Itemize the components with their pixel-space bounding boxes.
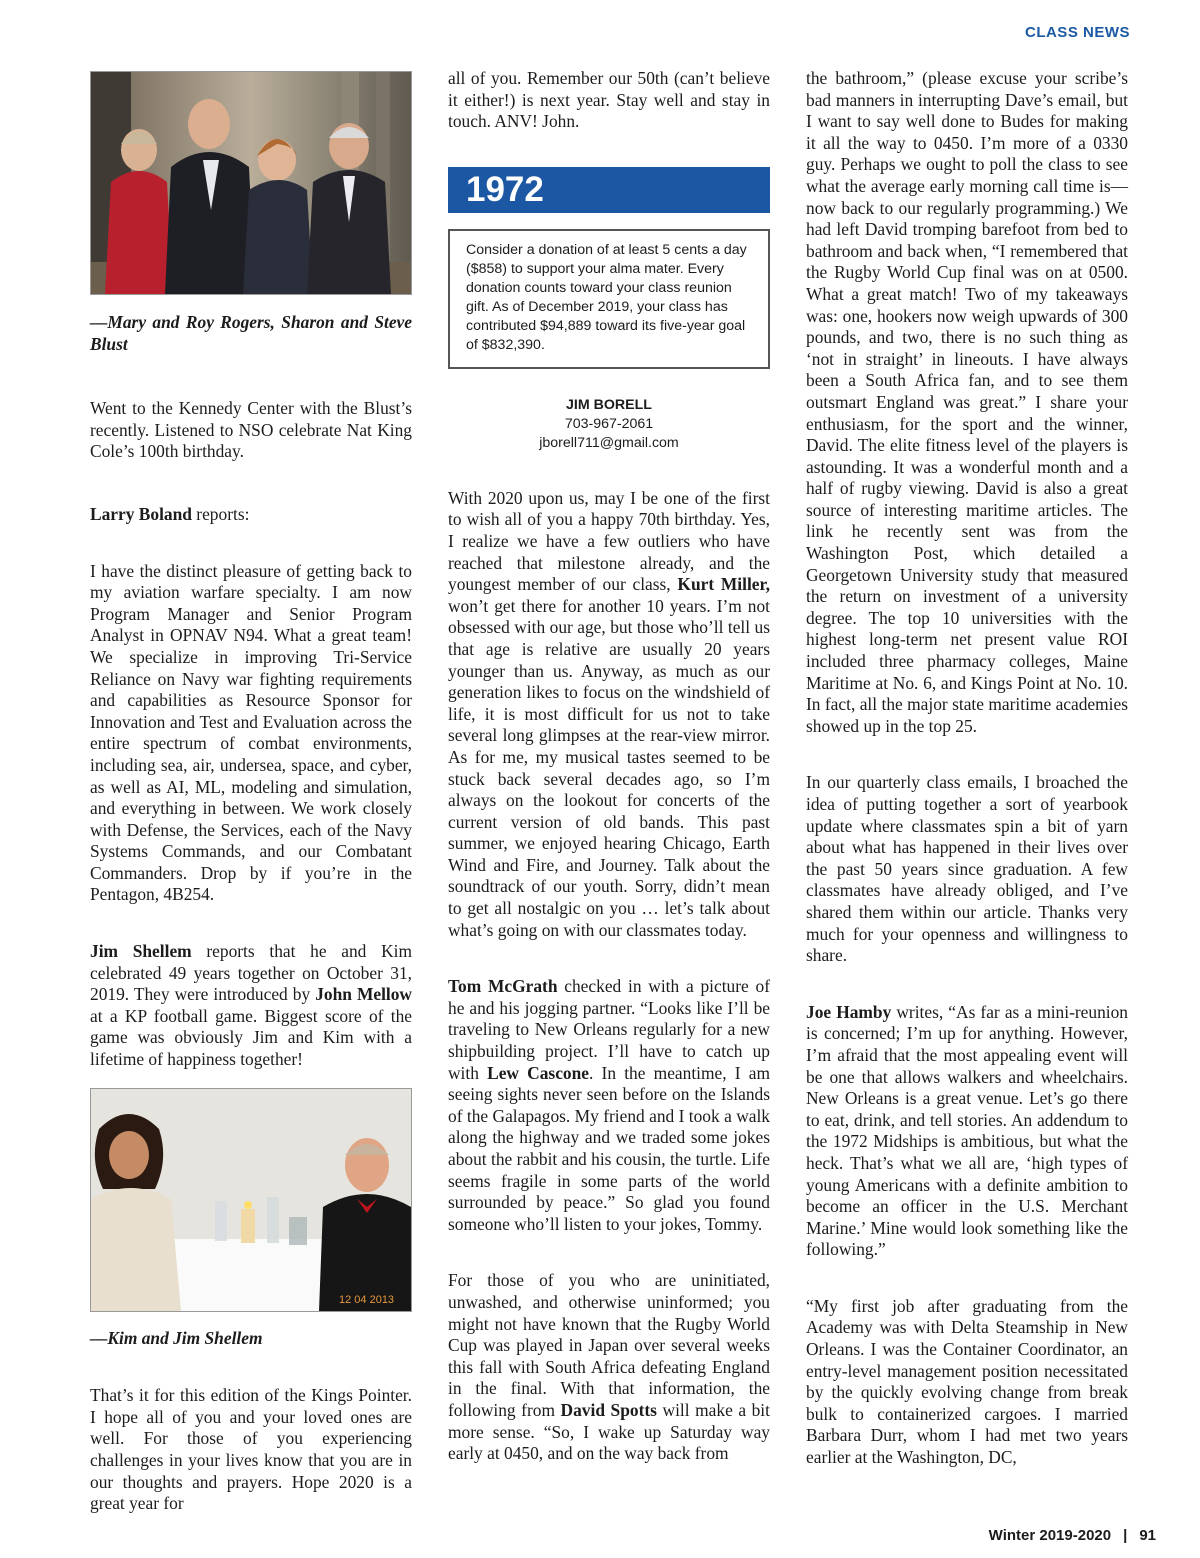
mcgrath-paragraph (448, 976, 770, 1235)
boland-name: Larry Boland (90, 503, 192, 524)
contact-email[interactable]: jborell711@gmail.com (539, 434, 679, 451)
page-number: 91 (1139, 1527, 1156, 1544)
page-footer (989, 1527, 1156, 1544)
intro-text-2: won’t get there for another 10 years. I’m not obsessed with our age, but those who’ll tell us that age is relative are usually 20 years younger than us. Anyway, as much as our generation likes to focus on the windshield of life, it is most difficult for us not to take several long glimpses at the rear-view mirror. As for me, my musical tastes seemed to be stuck back several decades ago, so I’m always on the lookout for concerts of the current version of old bands. This past summer, we enjoyed hearing Chicago, Earth Wind and Fire, and Journey. Talk about the soundtrack of our youth. Sorry, didn’t mean to get all nostalgic on you … let’s talk about what’s going on with our classmates today. (448, 595, 770, 940)
miller-name: Kurt Miller, (677, 574, 770, 595)
hamby-paragraph (806, 1002, 1128, 1261)
column-2 (448, 68, 770, 1465)
hamby-text: writes, “As far as a mini-reunion is concerned; I’m up for anything. However, I’m afraid that the most appealing event will be one that allows walkers and wheelchairs. New Orleans is a great venue. Let’s go there to eat, drink, and tell stories. An addendum to the 1972 Midships is ambitious, but what the heck. That’s what we all are, ‘high types of young Americans with a definite ambition to become an officer in the U.S. Merchant Marine.’ Mine would look something like the following.” (806, 1001, 1128, 1260)
column-1 (90, 68, 412, 1515)
boland-intro-text: reports: (191, 503, 250, 524)
photo-timestamp: 12 04 2013 (339, 1293, 395, 1306)
mcgrath-name: Tom McGrath (448, 976, 558, 997)
donation-box: Consider a donation of at least 5 cents a day ($858) to support your alma mater. Every donation counts toward your class reunion gift. As of December 2019, your class has contributed $94,889 toward its five-year goal of $832,390. (448, 229, 770, 369)
rugby-text-1: For those of you who are uninitiated, unwashed, and otherwise uninformed; you might not have known that the Rugby World Cup was played in Japan over several weeks this fall with South Africa defeating England in the final. With that information, the following from (448, 1270, 770, 1420)
shellem-name: Jim Shellem (90, 941, 192, 962)
issue-label: Winter 2019-2020 (988, 1527, 1112, 1544)
mcgrath-text-1: checked in with a picture of he and his jogging partner. “Looks like I’ll be traveling to New Orleans regularly for a new shipbuilding project. I’ll have to catch up with (448, 976, 770, 1083)
continued-paragraph: all of you. Remember our 50th (can’t believe it either!) is next year. Stay well and stay in touch. ANV! John. (448, 68, 770, 132)
photo1-caption: —Mary and Roy Rogers, Sharon and Steve Blust (90, 312, 412, 354)
cascone-name: Lew Cascone (487, 1062, 590, 1083)
kennedy-paragraph: Went to the Kennedy Center with the Blust’s recently. Listened to NSO celebrate Nat King Cole’s 100th birthday. (90, 398, 412, 462)
footer-separator: | (1123, 1527, 1128, 1544)
shellem-paragraph (90, 941, 412, 1071)
shellem-text-1: reports that he and Kim celebrated 49 years together on October 31, 2019. They were introduced by (90, 941, 412, 1005)
shellem-text-2: at a KP football game. Biggest score of the game was obviously Jim and Kim with a lifetime of happiness together! (90, 1005, 412, 1070)
closing-paragraph: That’s it for this edition of the Kings Pointer. I hope all of you and your loved ones are well. For those of you experiencing challenges in your lives know that you are in our thoughts and prayers. Hope 2020 is a great year for (90, 1385, 412, 1514)
rugby-text-2: will make a bit more sense. “So, I wake up Saturday way early at 0450, and on the way back from (448, 1399, 770, 1464)
section-header: CLASS NEWS (1024, 24, 1130, 41)
intro-paragraph (448, 488, 770, 941)
contact-phone: 703-967-2061 (564, 415, 654, 432)
rugby-paragraph (448, 1270, 770, 1464)
column-3 (806, 68, 1128, 1469)
boland-intro (90, 504, 412, 526)
boland-report: I have the distinct pleasure of getting back to my aviation warfare specialty. I am now Program Manager and Senior Program Analyst in OPNAV N94. What a great team! We specialize in improving Tri-Service Reliance on Navy war fighting requirements and capabilities as Resource Sponsor for Innovation and Test and Evaluation across the entire spectrum of combat environments, including sea, air, undersea, space, and cyber, as well as AI, ML, modeling and simulation, and everything in between. We work closely with Defense, the Services, each of the Navy Systems Commands, and our Combatant Commanders. Drop by if you’re in the Pentagon, 4B254. (90, 560, 412, 905)
photo2-caption: —Kim and Jim Shellem (90, 1327, 263, 1348)
hamby-name: Joe Hamby (806, 1001, 892, 1022)
firstjob-paragraph: “My first job after graduating from the Academy was with Delta Steamship in New Orleans. I was the Container Coordinator, an entry-level management position necessitated by the quickly evolving change from break bulk to containerized cargoes. I married Barbara Durr, whom I had met two years earlier at the Washington, DC, (806, 1295, 1128, 1468)
year-banner: 1972 (448, 167, 770, 213)
spotts-name: David Spotts (560, 1399, 657, 1420)
mcgrath-text-2: . In the meantime, I am seeing sights never seen before on the Islands of the Galapagos. My friend and I took a walk along the highway and we traded some jokes about the rabbit and his cousin, the turtle. Life seems fragile in some parts of the world surrounded by peace.” So glad you found someone who’ll listen to your jokes, Tommy. (448, 1062, 770, 1234)
photo-rogers-blust (90, 71, 412, 295)
mellow-name: John Mellow (315, 984, 412, 1005)
photo-shellem (90, 1088, 412, 1312)
emails-paragraph: In our quarterly class emails, I broached the idea of putting together a sort of yearbook update where classmates spin a bit of yarn about what has happened in their lives over the past 50 years since graduation. A few classmates have already obliged, and I’ve shared them within our article. Thanks very much for your openness and willingness to share. (806, 772, 1128, 966)
class-contact (448, 396, 770, 453)
contact-name: JIM BORELL (566, 396, 652, 413)
bathroom-paragraph: the bathroom,” (please excuse your scribe’s bad manners in interrupting Dave’s email, but I want to say well done to Budes for making it all the way to 0450. I’m more of a 0330 guy. Perhaps we ought to poll the class to see what the average early morning call time is—now back to our regularly programming.) We had left David tromping barefoot from bed to bathroom and back when, “I remembered that the Rugby World Cup final was on at 0500. What a great match! Two of my takeaways was: one, hookers now weigh upwards of 300 pounds, and two, there is no such thing as ‘not in straight’ in lineouts. I have always been a South Africa fan, and to see them outsmart England was great.” I share your enthusiasm, for the sport and the winner, David. The elite fitness level of the players is astounding. It was a wonderful month and a half of rugby viewing. David is also a great source of interesting maritime articles. The link he recently sent was from the Washington Post, which detailed a Georgetown University study that measured the return on investment of a university degree. The top 10 universities with the highest long-term net present value ROI included three pharmacy colleges, Maine Maritime at No. 6, and Kings Point at No. 10. In fact, all the major state maritime academies showed up in the top 25. (806, 68, 1128, 736)
intro-text-1: With 2020 upon us, may I be one of the first to wish all of you a happy 70th birthday. Yes, I realize we have a few outliers who have reached that milestone already, and the youngest member of our class, (448, 487, 770, 595)
